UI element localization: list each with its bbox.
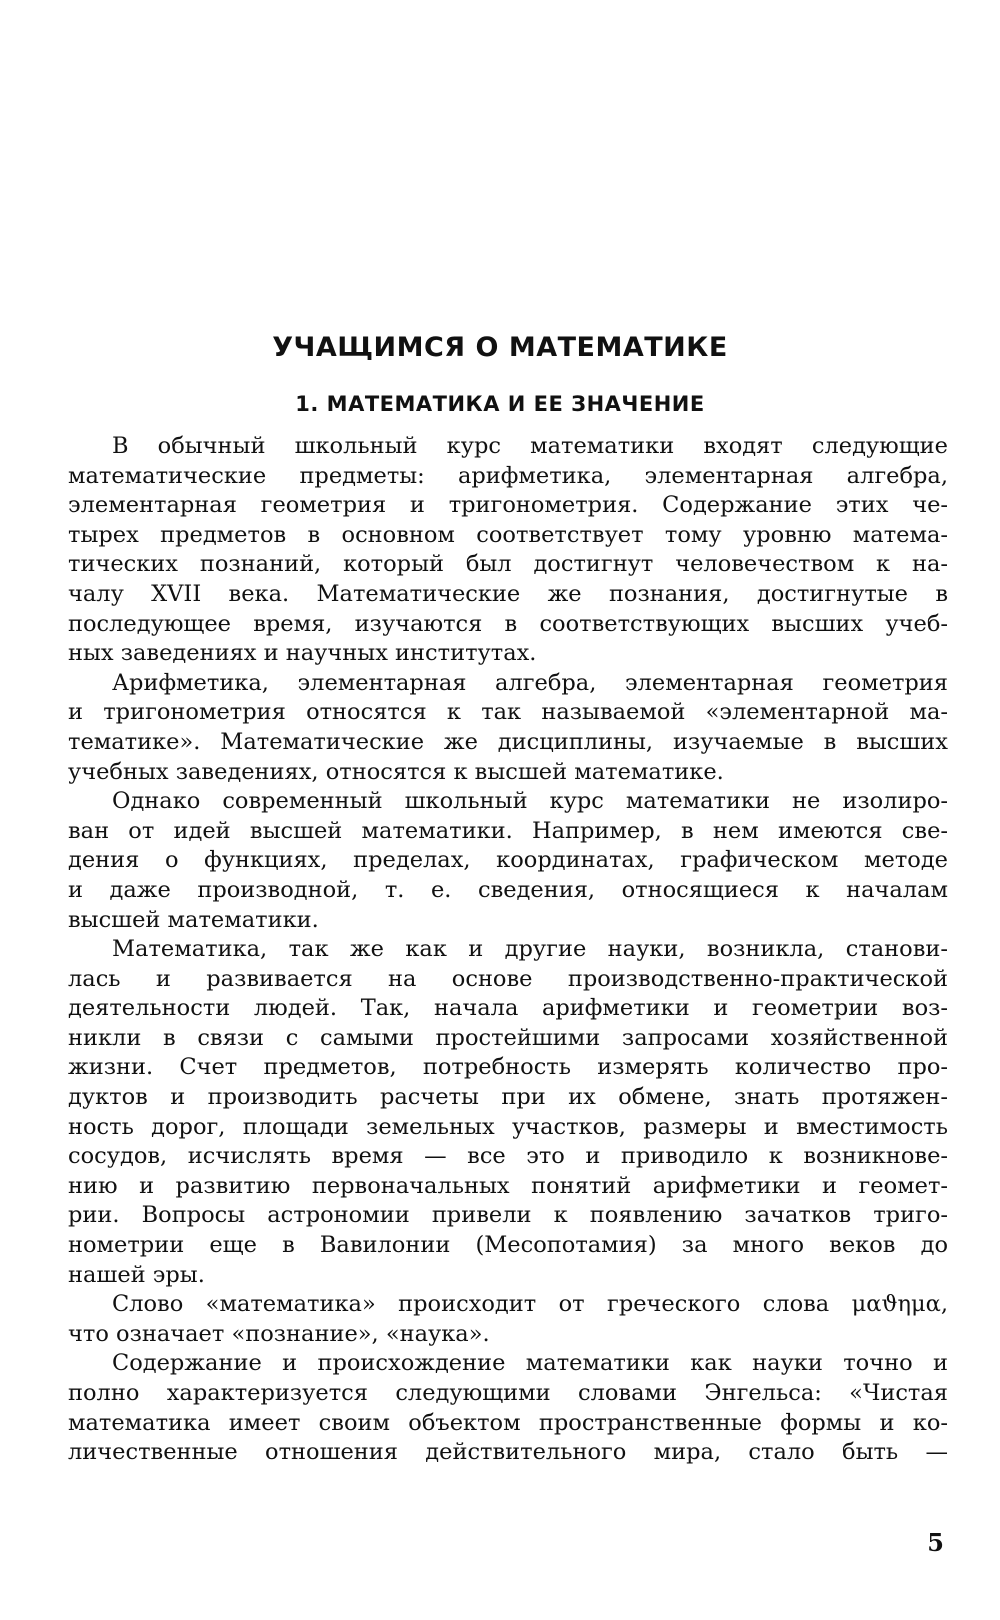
section-title: 1. МАТЕМАТИКА И ЕЕ ЗНАЧЕНИЕ — [295, 392, 705, 416]
body-text — [68, 432, 948, 1468]
text-line: нию и развитию первоначальных понятий арифметики и геомет- — [68, 1172, 948, 1199]
text-line: что означает «познание», «наука». — [68, 1320, 490, 1347]
text-line: сосудов, исчислять время — все это и приводило к возникнове- — [68, 1143, 948, 1170]
text-line: лась и развивается на основе производственно-практической — [68, 965, 948, 992]
paragraph — [68, 1290, 948, 1349]
text-line: жизни. Счет предметов, потребность измерять количество про- — [68, 1054, 948, 1081]
paragraph — [68, 935, 948, 1290]
text-line: учебных заведениях, относятся к высшей математике. — [68, 758, 724, 785]
text-line: тематике». Математические же дисциплины, изучаемые в высших — [68, 728, 948, 755]
text-line: чалу XVII века. Математические же познания, достигнутые в — [68, 580, 948, 607]
text-line: В обычный школьный курс математики входят следующие — [112, 433, 948, 459]
text-line: дения о функциях, пределах, координатах, графическом методе — [68, 847, 948, 874]
text-line: деятельности людей. Так, начала арифметики и геометрии воз- — [68, 995, 948, 1022]
text-line: Слово «математика» происходит от греческого слова μαϑημα, — [112, 1291, 948, 1318]
text-line: тических познаний, который был достигнут человечеством к на- — [68, 551, 948, 578]
text-line: математика имеет своим объектом пространственные формы и ко- — [68, 1409, 948, 1436]
text-line: тырех предметов в основном соответствует тому уровню матема- — [68, 521, 948, 548]
paragraph — [68, 669, 948, 787]
text-line: Однако современный школьный курс математики не изолиро- — [112, 788, 948, 815]
paragraph — [68, 432, 948, 669]
text-line: Математика, так же как и другие науки, возникла, станови- — [112, 936, 948, 963]
text-line: никли в связи с самыми простейшими запросами хозяйственной — [68, 1024, 948, 1051]
text-line: Содержание и происхождение математики как науки точно и — [112, 1350, 948, 1377]
page-number: 5 — [927, 1528, 944, 1557]
text-line: нометрии еще в Вавилонии (Месопотамия) за много веков до — [68, 1232, 948, 1259]
text-line: элементарная геометрия и тригонометрия. Содержание этих че- — [68, 492, 948, 519]
text-line: математические предметы: арифметика, элементарная алгебра, — [68, 462, 948, 489]
paragraph — [68, 787, 948, 935]
text-line: рии. Вопросы астрономии привели к появлению зачатков триго- — [68, 1202, 948, 1229]
text-line: дуктов и производить расчеты при их обмене, знать протяжен- — [68, 1084, 948, 1111]
text-line: и тригонометрия относятся к так называемой «элементарной ма- — [68, 699, 948, 726]
text-line: личественные отношения действительного мира, стало быть — — [68, 1439, 948, 1466]
text-line: ван от идей высшей математики. Например, в нем имеются све- — [68, 817, 948, 844]
text-line: полно характеризуется следующими словами Энгельса: «Чистая — [68, 1380, 948, 1406]
text-line: последующее время, изучаются в соответствующих высших учеб- — [68, 610, 948, 637]
text-line: Арифметика, элементарная алгебра, элементарная геометрия — [112, 669, 948, 696]
paragraph — [68, 1349, 948, 1467]
chapter-title: УЧАЩИМСЯ О МАТЕМАТИКЕ — [272, 332, 728, 363]
text-line: ность дорог, площади земельных участков, размеры и вместимость — [68, 1113, 948, 1140]
text-line: ных заведениях и научных институтах. — [68, 640, 537, 667]
text-line: высшей математики. — [68, 906, 319, 933]
text-line: и даже производной, т. е. сведения, относящиеся к началам — [68, 876, 948, 903]
text-line: нашей эры. — [68, 1261, 205, 1288]
